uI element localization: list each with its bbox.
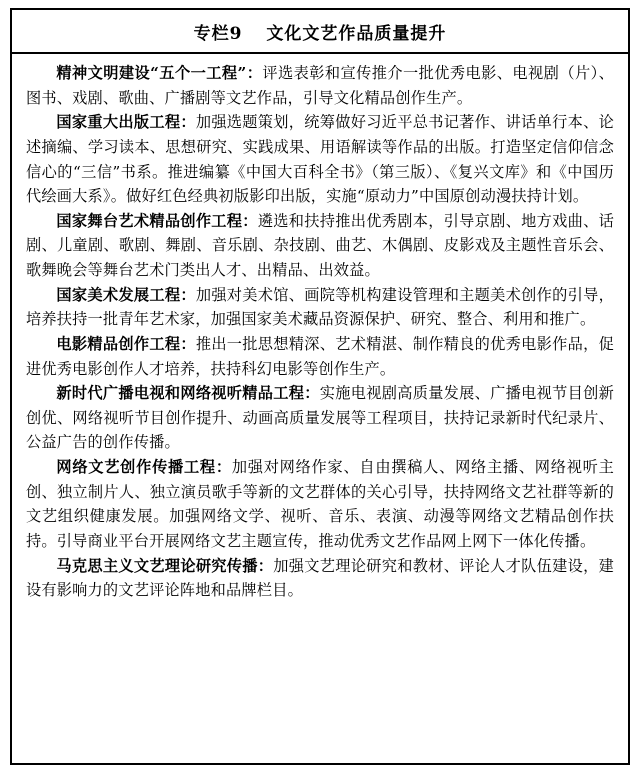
paragraph	[26, 381, 614, 455]
paragraph-lead: 网络文艺创作传播工程：	[56, 458, 232, 476]
paragraph-text: 遴选和扶持推出优秀剧本，引导京剧、地方戏曲、话剧、儿童剧、歌剧、舞剧、音乐剧、杂技剧、曲艺、木偶剧、皮影戏及主题性音乐会、歌舞晚会等舞台艺术门类出人才、出精品、出效益。	[26, 211, 614, 279]
box-title-heading: 文化文艺作品质量提升	[266, 24, 447, 44]
box-body	[12, 54, 628, 603]
paragraph-text: 实施电视剧高质量发展、广播电视节目创新创优、网络视听节目创作提升、动画高质量发展等工程项目，扶持记录新时代纪录片、公益广告的创作传播。	[26, 384, 614, 452]
paragraph-lead: 新时代广播电视和网络视听精品工程：	[56, 384, 320, 403]
box-title-label: 专栏	[193, 24, 230, 44]
feature-box	[10, 8, 630, 765]
box-title-number: 9	[229, 24, 243, 44]
paragraph-text: 加强文艺理论研究和教材、评论人才队伍建设，建设有影响力的文艺评论阵地和品牌栏目。	[26, 556, 614, 600]
paragraph	[26, 61, 614, 110]
box-title-bar	[12, 10, 628, 54]
paragraph	[26, 554, 614, 603]
paragraph	[26, 332, 614, 381]
paragraph	[26, 209, 614, 283]
paragraph-lead: 国家美术发展工程：	[56, 285, 196, 304]
paragraph	[26, 110, 614, 209]
paragraph-text: 加强对网络作家、自由撰稿人、网络主播、网络视听主创、独立制片人、独立演员歌手等新的文艺群体的关心引导，扶持网络文艺社群等新的文艺组织健康发展。加强网络文学、视听、音乐、表演、动漫等网络文艺精品创作扶持。引导商业平台开展网络文艺主题宣传，推动优秀文艺作品网上网下一体化传播。	[26, 458, 614, 550]
paragraph-text: 加强对美术馆、画院等机构建设管理和主题美术创作的引导，培养扶持一批青年艺术家，加强国家美术藏品资源保护、研究、整合、利用和推广。	[26, 285, 614, 329]
paragraph-text: 加强选题策划，统筹做好习近平总书记著作、讲话单行本、论述摘编、学习读本、思想研究、实践成果、用语解读等作品的出版。打造坚定信仰信念信心的“三信”书系。推进编纂《中国大百科全书》（第三版）、《复兴文库》和《中国历代绘画大系》。做好红色经典初版影印出版，实施“原动力”中国原创动漫扶持计划。	[26, 113, 614, 206]
paragraph-text: 评选表彰和宣传推介一批优秀电影、电视剧（片）、图书、戏剧、歌曲、广播剧等文艺作品，引导文化精品创作生产。	[26, 64, 614, 107]
paragraph-lead: 国家重大出版工程：	[56, 113, 196, 132]
paragraph-lead: 精神文明建设“五个一工程”：	[56, 64, 263, 82]
paragraph-lead: 马克思主义文艺理论研究传播：	[56, 556, 274, 575]
paragraph	[26, 455, 614, 554]
paragraph-text: 推出一批思想精深、艺术精湛、制作精良的优秀电影作品，促进优秀电影创作人才培养，扶持科幻电影等创作生产。	[26, 334, 614, 378]
paragraph	[26, 283, 614, 332]
paragraph-lead: 国家舞台艺术精品创作工程：	[56, 211, 258, 230]
paragraph-lead: 电影精品创作工程：	[56, 334, 196, 353]
